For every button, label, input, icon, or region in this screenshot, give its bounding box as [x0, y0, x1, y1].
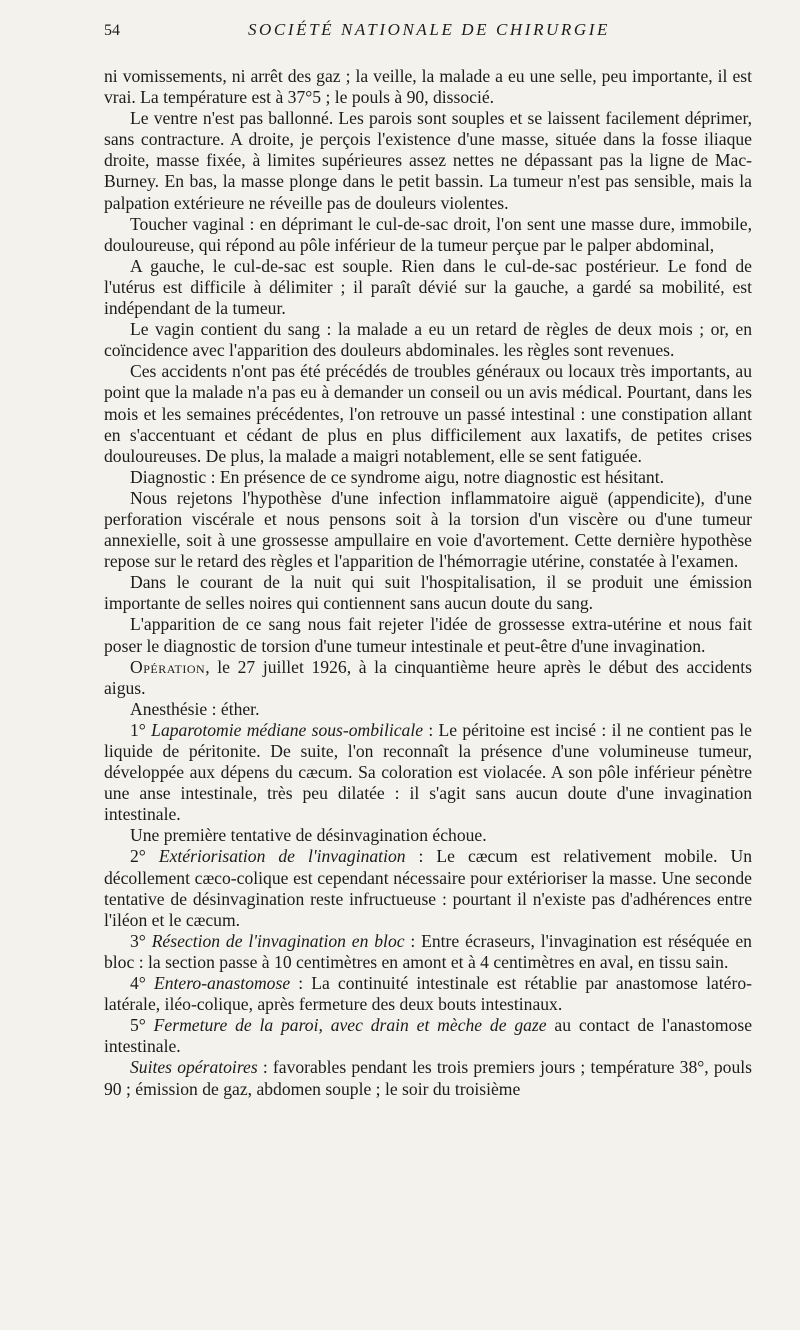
paragraph-text: : favorables pendant les trois premiers jours ; température 38°, pouls 90 ; émission de gaz, abdomen souple ; le soir du troisième [104, 1057, 752, 1099]
paragraph-text: au contact de l'anastomose intestinale. [104, 1015, 752, 1057]
paragraph: Le ventre n'est pas ballonné. Les parois sont souples et se laissent facilement déprimer, sans contracture. A droite, je perçois l'existence d'une masse, située dans la fosse iliaque droite, masse fixée, à limites supérieures assez nettes ne dépassant pas la ligne de Mac-Burney. En bas, la masse plonge dans le petit bassin. La tumeur n'est pas sensible, mais la palpation extérieure ne réveille pas de douleurs violentes. [104, 108, 752, 213]
step-title: Fermeture de la paroi, avec drain et mèche de gaze [153, 1015, 547, 1036]
paragraph [104, 720, 752, 825]
paragraph: Anesthésie : éther. [130, 698, 260, 719]
step-number: 2° [130, 846, 146, 867]
paragraph [104, 973, 752, 1015]
paragraph [104, 657, 752, 699]
paragraph-text: : Entre écraseurs, l'invagination est réséquée en bloc : la section passe à 10 centimètres en amont et à 4 centimètres en aval, en tissu sain. [104, 930, 752, 972]
paragraph: Dans le courant de la nuit qui suit l'hospitalisation, il se produit une émission importante de selles noires qui contiennent sans aucun doute du sang. [104, 572, 752, 614]
paragraph-text: : Le cæcum est relativement mobile. Un décollement cæco-colique est cependant nécessaire pour extérioriser la masse. Une seconde tentative de désinvagination reste infructueuse : pourtant il n'existe pas d'adhérences entre l'iléon et le cæcum. [104, 846, 752, 930]
paragraph [104, 1057, 752, 1099]
paragraph-text: , le 27 juillet 1926, à la cinquantième heure après le début des accidents aigus. [104, 656, 752, 698]
paragraph: Ces accidents n'ont pas été précédés de troubles généraux ou locaux très importants, au point que la malade n'a pas eu à demander un conseil ou un avis médical. Pourtant, dans les mois et les semaines précédentes, l'on retrouve un passé intestinal : une constipation allant en s'accentuant et cédant de plus en plus difficilement aux laxatifs, de petites crises douloureuses. De plus, la malade a maigri notablement, elle se sent fatiguée. [104, 361, 752, 466]
step-title: Laparotomie médiane sous-ombilicale [151, 719, 424, 740]
paragraph-text: : La continuité intestinale est rétablie par anastomose latéro-latérale, iléo-colique, après fermeture des deux bouts intestinaux. [104, 973, 752, 1015]
paragraph [104, 931, 752, 973]
step-number: 1° [130, 719, 146, 740]
step-number: 4° [130, 973, 146, 994]
step-title: Résection de l'invagination en bloc [151, 930, 405, 951]
step-title: Suites opératoires [130, 1057, 258, 1078]
step-title: Entero-anastomose [153, 973, 291, 994]
paragraph: Nous rejetons l'hypothèse d'une infection inflammatoire aiguë (appendicite), d'une perforation viscérale et nous pensons soit à la torsion d'un viscère ou d'une tumeur annexielle, soit à une grossesse ampullaire en voie d'avortement. Cette dernière hypothèse repose sur le retard des règles et l'apparition de l'hémorragie utérine, constatée à l'examen. [104, 487, 752, 572]
paragraph: Une première tentative de désinvagination échoue. [130, 825, 487, 846]
paragraph [104, 846, 752, 930]
paragraph: A gauche, le cul-de-sac est souple. Rien dans le cul-de-sac postérieur. Le fond de l'utérus est difficile à délimiter ; il paraît dévié sur la gauche, a gardé sa mobilité, est indépendant de la tumeur. [104, 255, 752, 319]
page-header [104, 20, 754, 44]
paragraph: ni vomissements, ni arrêt des gaz ; la veille, la malade a eu une selle, peu importante, il est vrai. La température est à 37°5 ; le pouls à 90, dissocié. [104, 66, 752, 108]
step-number: 5° [130, 1015, 146, 1036]
section-lead: Opération [130, 656, 206, 677]
paragraph: Toucher vaginal : en déprimant le cul-de-sac droit, l'on sent une masse dure, immobile, douloureuse, qui répond au pôle inférieur de la tumeur perçue par le palper abdominal, [104, 213, 752, 255]
paragraph-text: : Le péritoine est incisé : il ne contient pas le liquide de péritonite. De suite, l'on reconnaît la présence d'une volumineuse tumeur, développée aux dépens du cæcum. Sa coloration est violacée. A son pôle inférieur pénètre une anse intestinale, très peu dilatée : il s'agit sans aucun doute d'une invagination intestinale. [104, 719, 752, 825]
paragraph [104, 1015, 752, 1057]
body-text [104, 66, 752, 1100]
paragraph: Diagnostic : En présence de ce syndrome aigu, notre diagnostic est hésitant. [130, 466, 665, 487]
step-number: 3° [130, 930, 146, 951]
step-title: Extériorisation de l'invagination [158, 846, 406, 867]
paragraph: L'apparition de ce sang nous fait rejeter l'idée de grossesse extra-utérine et nous fait poser le diagnostic de torsion d'une tumeur intestinale et peut-être d'une invagination. [104, 614, 752, 656]
page-number: 54 [104, 22, 120, 39]
paragraph: Le vagin contient du sang : la malade a eu un retard de règles de deux mois ; or, en coïncidence avec l'apparition des douleurs abdominales. les règles sont revenues. [104, 319, 752, 361]
running-title: SOCIÉTÉ NATIONALE DE CHIRURGIE [247, 20, 611, 39]
